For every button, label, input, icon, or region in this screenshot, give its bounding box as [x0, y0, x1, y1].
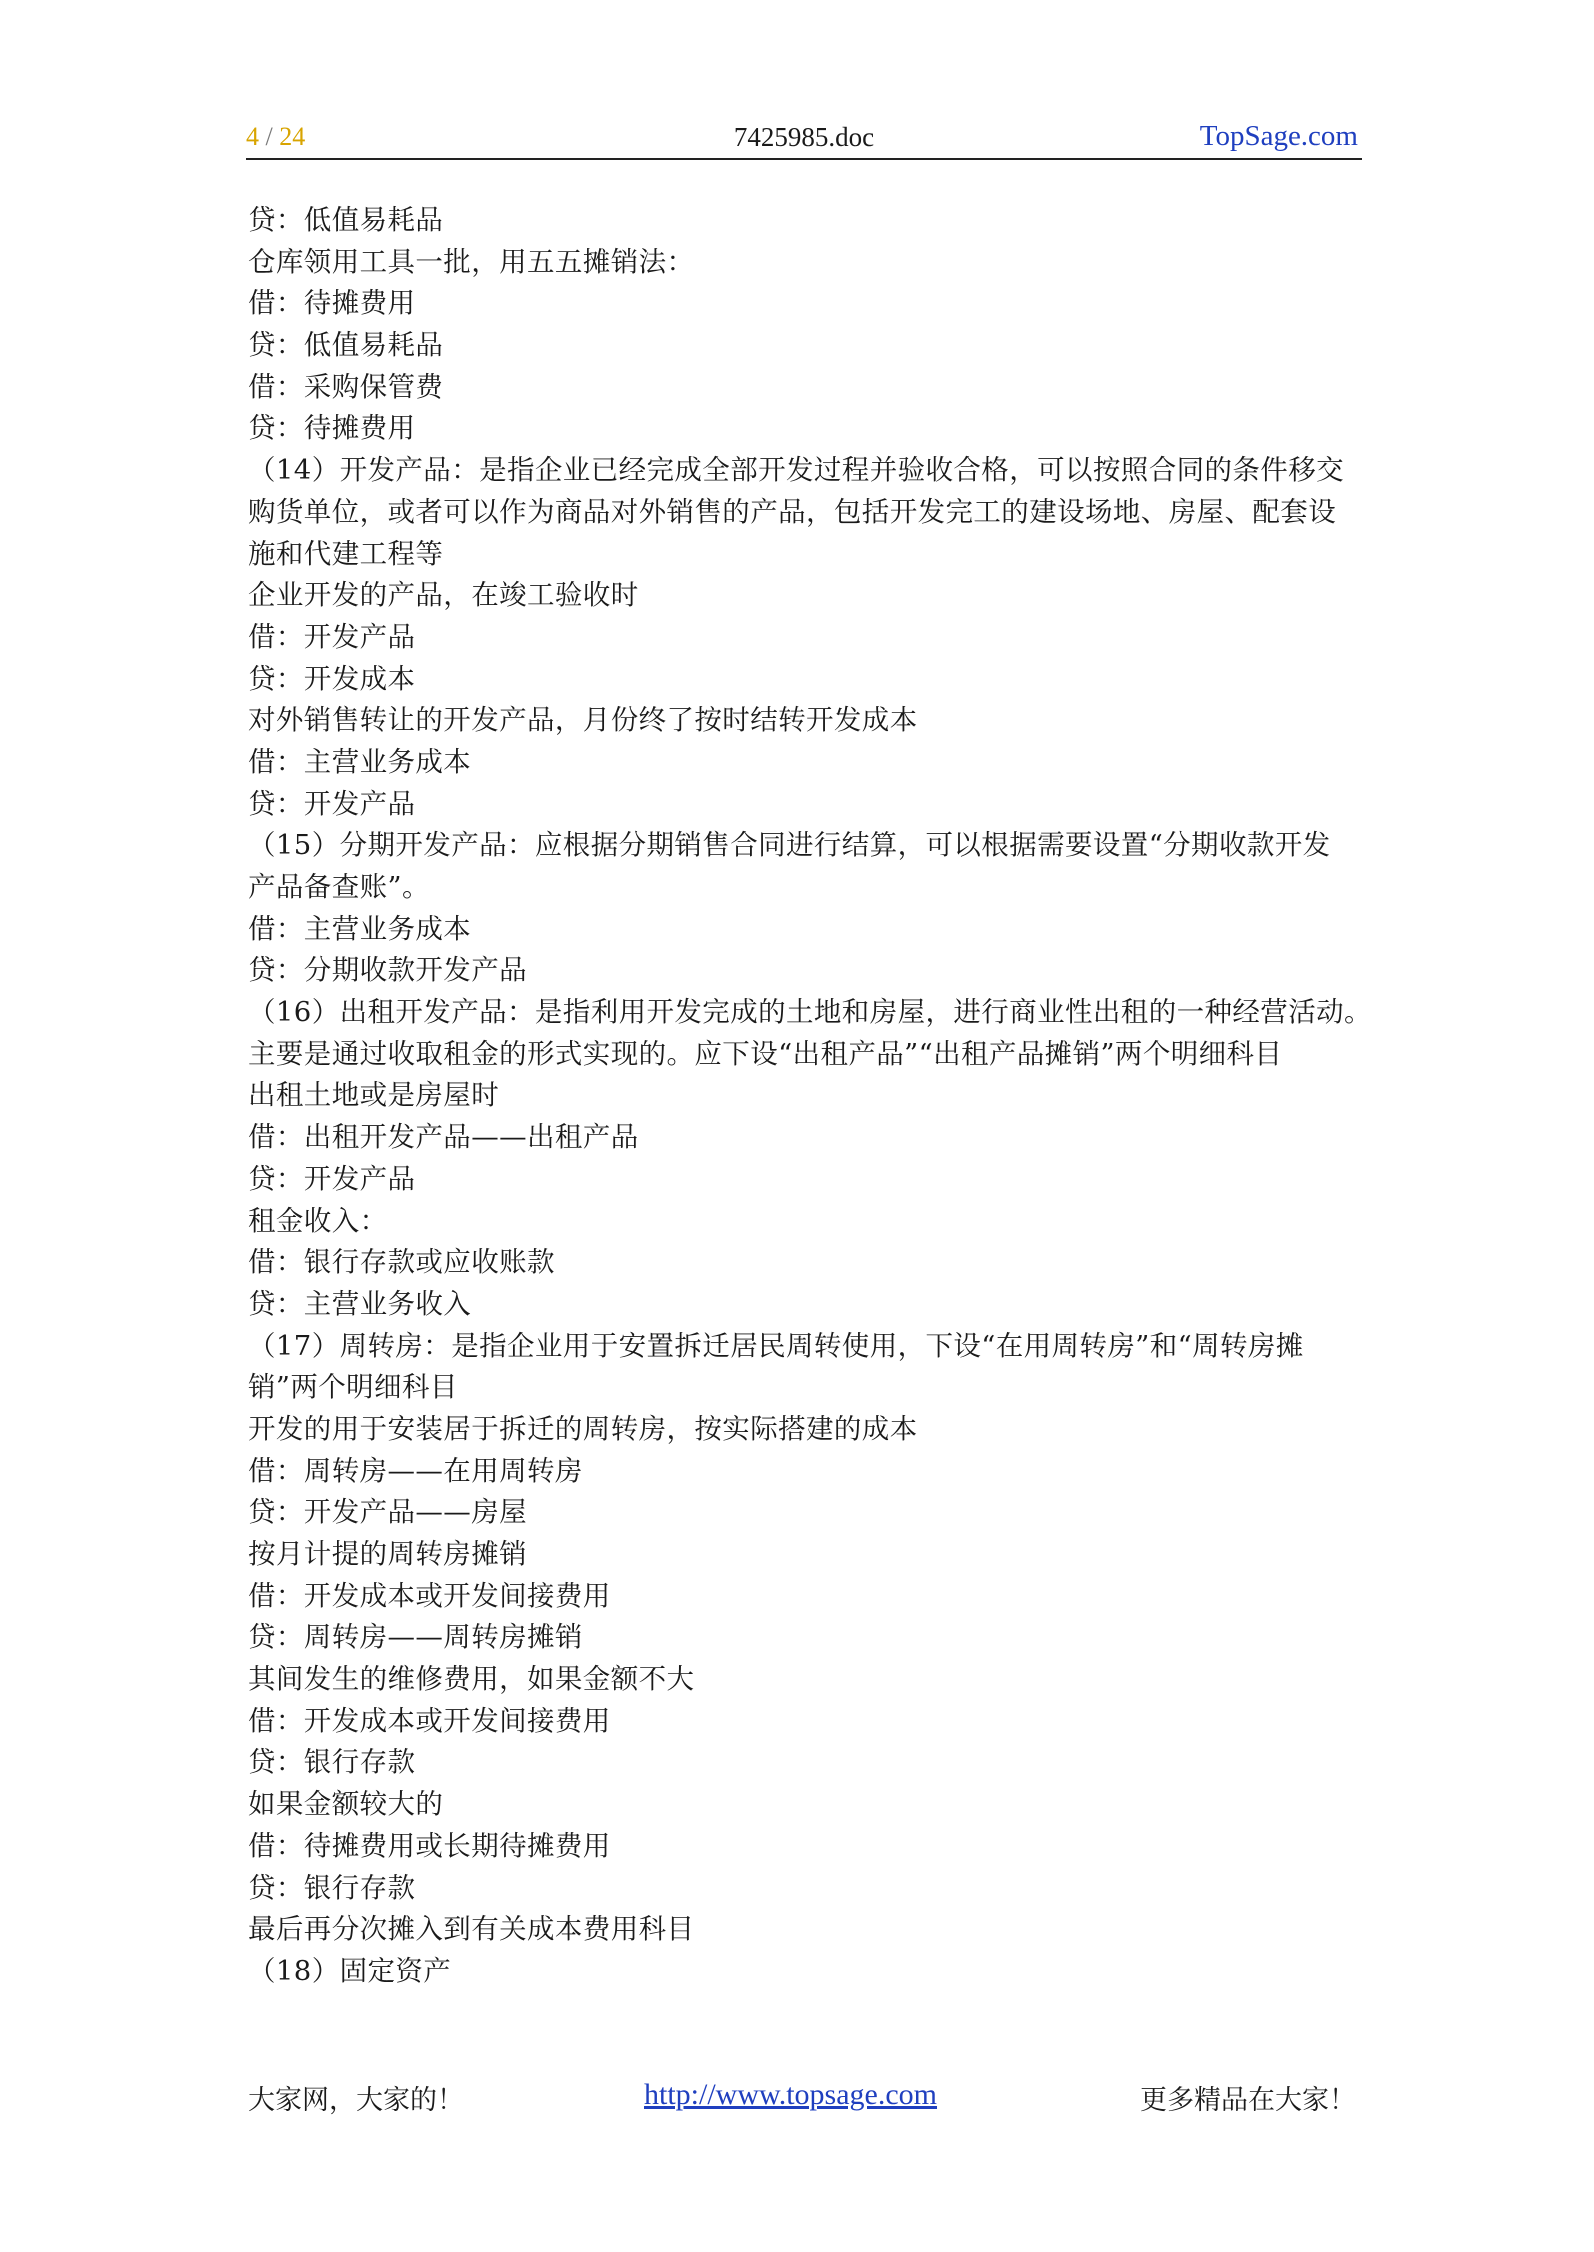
text-line: 贷：开发产品: [248, 1162, 416, 1195]
text-line: （17）周转房：是指企业用于安置拆迁居民周转使用，下设“在用周转房”和“周转房摊: [248, 1329, 1304, 1362]
text-line: 借：出租开发产品——出租产品: [248, 1121, 639, 1154]
text-line: 借：周转房——在用周转房: [248, 1454, 583, 1487]
text-line: 购货单位，或者可以作为商品对外销售的产品，包括开发完工的建设场地、房屋、配套设: [248, 495, 1337, 528]
text-line: 贷：低值易耗品: [248, 329, 444, 362]
page-footer: [248, 2078, 1356, 2118]
text-line: 贷：开发产品——房屋: [248, 1496, 527, 1529]
text-line: 开发的用于安装居于拆迁的周转房，按实际搭建的成本: [248, 1412, 918, 1445]
text-line: 仓库领用工具一批，用五五摊销法：: [248, 245, 695, 278]
text-line: （14）开发产品：是指企业已经完成全部开发过程并验收合格，可以按照合同的条件移交: [248, 454, 1344, 487]
current-page: 4: [246, 122, 259, 151]
page-separator: /: [259, 122, 280, 151]
footer-tagline: 更多精品在大家！: [1140, 2085, 1356, 2116]
text-line: 贷：银行存款: [248, 1746, 416, 1779]
text-line: 贷：银行存款: [248, 1871, 416, 1904]
text-line: 借：待摊费用: [248, 287, 416, 320]
footer-slogan: 大家网，大家的！: [248, 2085, 464, 2116]
text-line: 借：主营业务成本: [248, 912, 472, 945]
text-line: 借：开发成本或开发间接费用: [248, 1579, 611, 1612]
text-line: 最后再分次摊入到有关成本费用科目: [248, 1913, 695, 1946]
text-line: 贷：开发产品: [248, 787, 416, 820]
text-line: （18）固定资产: [248, 1954, 452, 1987]
text-line: 贷：分期收款开发产品: [248, 954, 527, 987]
text-line: （15）分期开发产品：应根据分期销售合同进行结算，可以根据需要设置“分期收款开发: [248, 829, 1331, 862]
text-line: （16）出租开发产品：是指利用开发完成的土地和房屋，进行商业性出租的一种经营活动。: [248, 996, 1372, 1029]
text-line: 借：主营业务成本: [248, 745, 472, 778]
text-line: 借：采购保管费: [248, 370, 444, 403]
text-line: 贷：低值易耗品: [248, 204, 444, 236]
document-body: [248, 200, 1372, 1993]
text-line: 借：待摊费用或长期待摊费用: [248, 1829, 611, 1862]
text-line: 贷：开发成本: [248, 662, 416, 695]
text-line: 按月计提的周转房摊销: [248, 1538, 527, 1570]
text-line: 贷：待摊费用: [248, 412, 416, 445]
text-line: 贷：主营业务收入: [248, 1287, 472, 1320]
text-line: 对外销售转让的开发产品，月份终了按时结转开发成本: [248, 704, 918, 737]
site-name: TopSage.com: [1199, 120, 1358, 152]
text-line: 出租土地或是房屋时: [248, 1079, 500, 1112]
document-name: 7425985.doc: [733, 122, 875, 152]
text-line: 如果金额较大的: [248, 1788, 444, 1821]
text-line: 租金收入：: [248, 1204, 388, 1237]
text-line: 企业开发的产品，在竣工验收时: [248, 579, 639, 612]
text-line: 销”两个明细科目: [248, 1371, 458, 1404]
text-line: 主要是通过收取租金的形式实现的。应下设“出租产品”“出租产品摊销”两个明细科目: [248, 1037, 1283, 1070]
text-line: 借：开发成本或开发间接费用: [248, 1704, 611, 1737]
page-header: [246, 120, 1362, 160]
footer-link[interactable]: http://www.topsage.com: [644, 2078, 938, 2111]
text-line: 其间发生的维修费用，如果金额不大: [248, 1663, 695, 1696]
total-pages: 24: [279, 122, 306, 151]
text-line: 产品备查账”。: [248, 871, 430, 903]
text-line: 施和代建工程等: [248, 537, 444, 570]
text-line: 贷：周转房——周转房摊销: [248, 1621, 583, 1654]
text-line: 借：银行存款或应收账款: [248, 1246, 555, 1279]
text-line: 借：开发产品: [248, 620, 416, 653]
